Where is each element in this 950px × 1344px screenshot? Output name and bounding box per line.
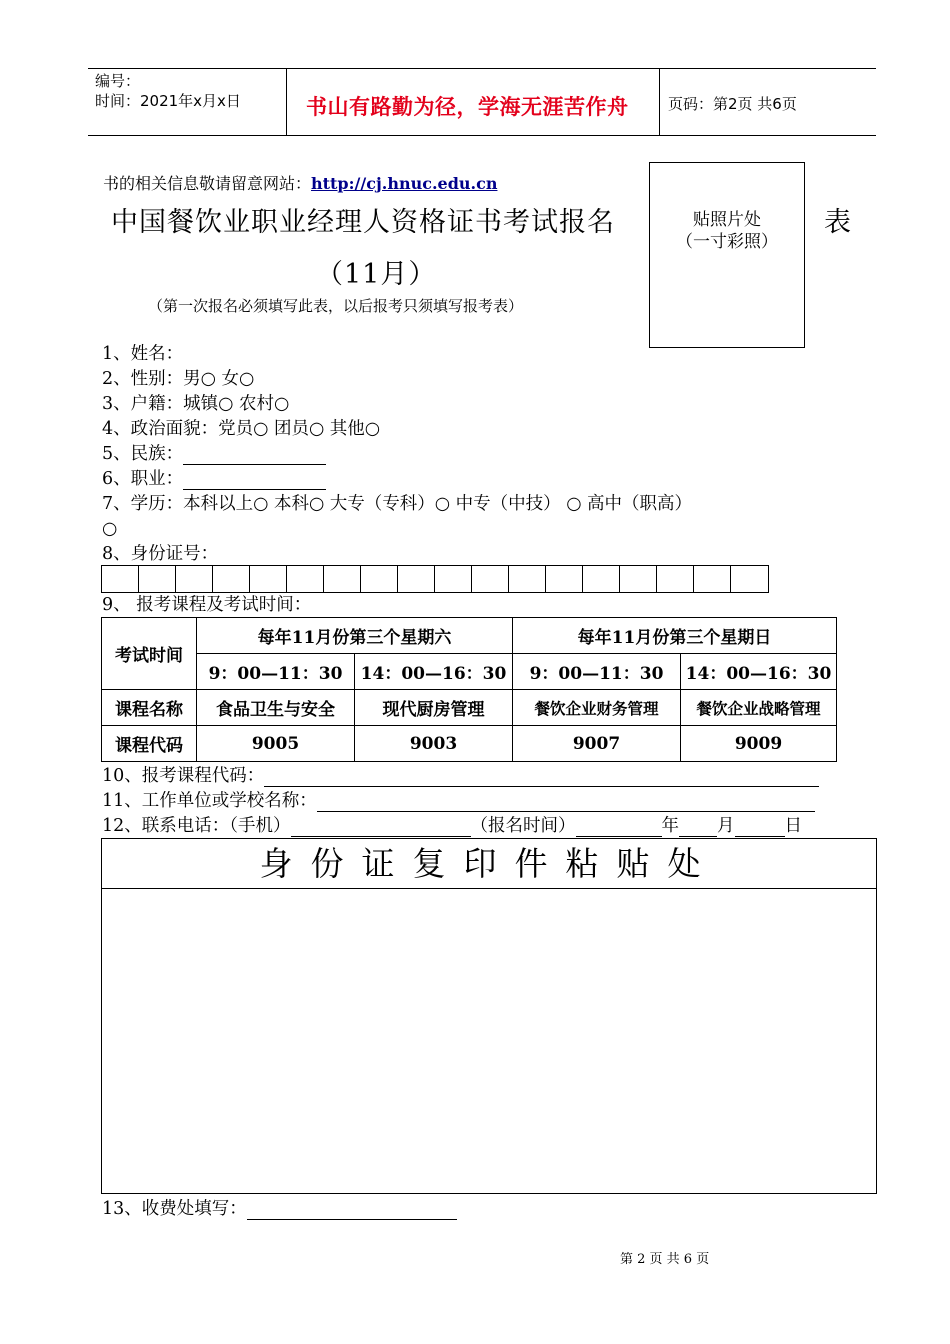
- month-label: 月: [717, 816, 735, 836]
- id-digit-cell[interactable]: [398, 566, 435, 592]
- header-divider-left: [286, 68, 287, 136]
- year-label: 年: [661, 816, 680, 836]
- saturday-header: 每年11月份第三个星期六: [197, 618, 513, 654]
- ethnicity-field[interactable]: [183, 446, 326, 465]
- id-digit-cell[interactable]: [620, 566, 657, 592]
- item-work-unit: [102, 790, 815, 812]
- photo-label: 贴照片处: [693, 210, 761, 230]
- website-link[interactable]: http://cj.hnuc.edu.cn: [311, 174, 498, 193]
- id-digit-cell[interactable]: [287, 566, 324, 592]
- occupation-field[interactable]: [183, 471, 326, 490]
- work-unit-field[interactable]: [317, 793, 815, 812]
- item-id-number: 8、身份证号：: [102, 544, 219, 564]
- item-course-code: [102, 765, 819, 787]
- header-top-rule: [88, 68, 876, 69]
- course-code: 9003: [355, 726, 513, 762]
- reg-month-field[interactable]: [679, 818, 717, 837]
- item-education-cont: ○: [102, 519, 118, 539]
- website-line: [103, 171, 497, 194]
- reg-day-field[interactable]: [735, 818, 785, 837]
- photo-size-label: （一寸彩照）: [676, 232, 778, 252]
- item-political: 4、政治面貌：党员○ 团员○ 其他○: [102, 419, 381, 439]
- id-digit-cell[interactable]: [435, 566, 472, 592]
- time-slot: 9：00—11：30: [513, 654, 681, 690]
- time-slot: 14：00—16：30: [681, 654, 837, 690]
- course-code: 9007: [513, 726, 681, 762]
- item-occupation: [102, 468, 326, 490]
- header-page-label: 页码：第2页 共6页: [668, 95, 797, 113]
- item-courses-title: 9、 报考课程及考试时间：: [102, 595, 312, 615]
- item-gender: 2、性别：男○ 女○: [102, 369, 255, 389]
- id-digit-cell[interactable]: [176, 566, 213, 592]
- website-prefix: 书的相关信息敬请留意网站：: [103, 174, 312, 193]
- form-title-tail: 表: [824, 207, 852, 238]
- id-copy-paste-area[interactable]: [101, 838, 877, 1194]
- phone-field[interactable]: [291, 818, 471, 837]
- course-code: 9005: [197, 726, 355, 762]
- id-digit-cell[interactable]: [657, 566, 694, 592]
- header-number-label: 编号：: [95, 72, 141, 90]
- header-divider-right: [659, 68, 660, 136]
- course-code-field[interactable]: [264, 768, 819, 787]
- photo-box[interactable]: [649, 162, 805, 348]
- id-digit-cell[interactable]: [139, 566, 176, 592]
- page-footer: 第 2 页 共 6 页: [620, 1252, 710, 1267]
- fee-field[interactable]: [247, 1201, 457, 1220]
- item-phone: [102, 815, 802, 837]
- phone-label: 12、联系电话：（手机）: [102, 816, 291, 836]
- exam-time-label: 考试时间: [102, 618, 197, 690]
- item-education: 7、学历：本科以上○ 本科○ 大专（专科）○ 中专（中技） ○ 高中（职高）: [102, 494, 693, 514]
- course-code-field-label: 10、报考课程代码：: [102, 766, 265, 786]
- course-code: 9009: [681, 726, 837, 762]
- exam-schedule-table: [101, 617, 837, 762]
- header-time-label: 时间：2021年x月x日: [95, 92, 241, 110]
- course-name: 餐饮企业战略管理: [681, 690, 837, 726]
- work-unit-label: 11、工作单位或学校名称：: [102, 791, 317, 811]
- course-name: 食品卫生与安全: [197, 690, 355, 726]
- course-code-label: 课程代码: [102, 726, 197, 762]
- id-digit-cell[interactable]: [694, 566, 731, 592]
- time-slot: 14：00—16：30: [355, 654, 513, 690]
- day-label: 日: [784, 816, 803, 836]
- id-digit-cell[interactable]: [102, 566, 139, 592]
- course-name: 餐饮企业财务管理: [513, 690, 681, 726]
- sunday-header: 每年11月份第三个星期日: [513, 618, 837, 654]
- id-digit-cell[interactable]: [731, 566, 768, 592]
- id-digit-cell[interactable]: [509, 566, 546, 592]
- ethnicity-label: 5、民族：: [102, 444, 184, 464]
- reg-year-field[interactable]: [576, 818, 662, 837]
- id-digit-cell[interactable]: [324, 566, 361, 592]
- header-motto: 书山有路勤为径，学海无涯苦作舟: [306, 95, 629, 119]
- fee-label: 13、收费处填写：: [102, 1199, 247, 1219]
- occupation-label: 6、职业：: [102, 469, 184, 489]
- id-number-grid[interactable]: [101, 565, 769, 593]
- id-digit-cell[interactable]: [250, 566, 287, 592]
- course-name: 现代厨房管理: [355, 690, 513, 726]
- id-digit-cell[interactable]: [213, 566, 250, 592]
- id-copy-heading: 身份证复印件粘贴处: [102, 839, 876, 889]
- header-bottom-rule: [88, 135, 876, 136]
- form-note: （第一次报名必须填写此表，以后报考只须填写报考表）: [148, 297, 524, 315]
- id-digit-cell[interactable]: [472, 566, 509, 592]
- id-digit-cell[interactable]: [546, 566, 583, 592]
- time-slot: 9：00—11：30: [197, 654, 355, 690]
- id-digit-cell[interactable]: [583, 566, 620, 592]
- course-name-label: 课程名称: [102, 690, 197, 726]
- id-digit-cell[interactable]: [361, 566, 398, 592]
- item-name: 1、姓名：: [102, 344, 184, 364]
- item-fee: [102, 1198, 457, 1220]
- reg-time-label: （报名时间）: [470, 816, 576, 836]
- item-household: 3、户籍：城镇○ 农村○: [102, 394, 290, 414]
- form-title-month: （11月）: [316, 259, 437, 290]
- form-title: 中国餐饮业职业经理人资格证书考试报名: [111, 207, 615, 238]
- item-ethnicity: [102, 443, 326, 465]
